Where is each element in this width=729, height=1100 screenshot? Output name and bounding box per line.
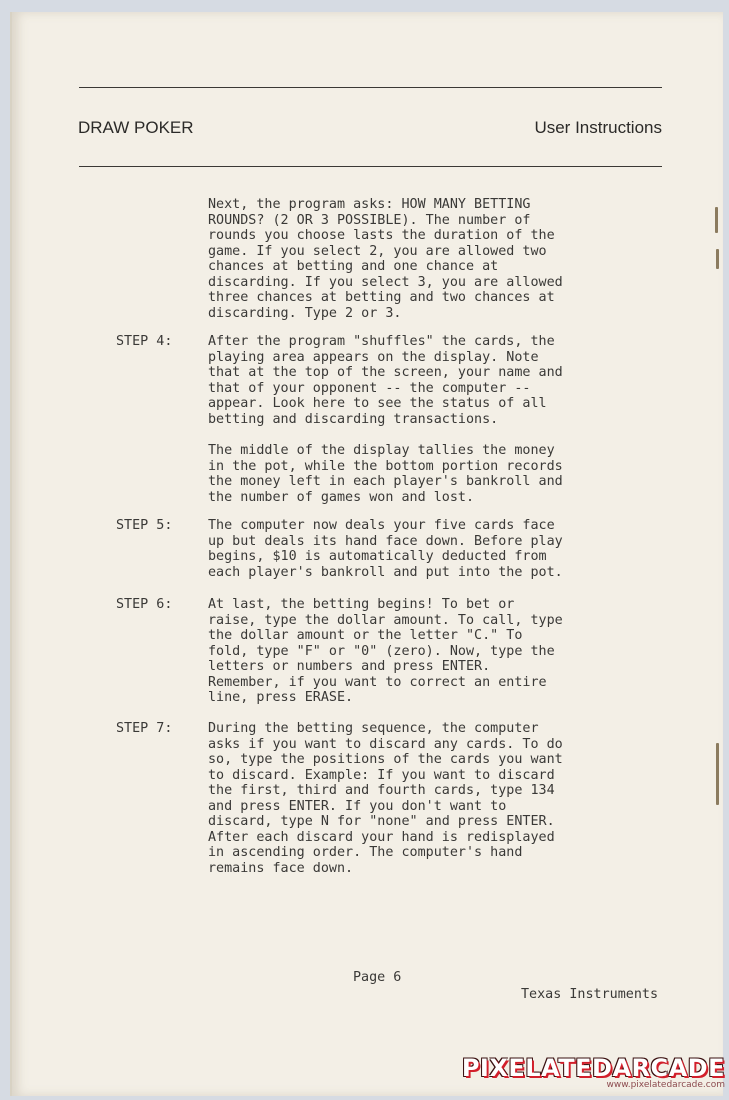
staple-mark-lower — [716, 743, 719, 805]
step-4-label: STEP 4: — [116, 334, 173, 349]
step-5-text: The computer now deals your five cards face up but deals its hand face down. Before play begins, $10 is automatically deducted from each player's bankroll and put into the pot. — [208, 518, 563, 580]
game-title: DRAW POKER — [78, 118, 194, 137]
watermark-brand: PIXELATEDARCADE — [461, 1054, 725, 1082]
watermark-url: www.pixelatedarcade.com — [606, 1080, 725, 1090]
watermark-logo — [462, 1054, 725, 1090]
step-7-text: During the betting sequence, the computer asks if you want to discard any cards. To do so, type the positions of the cards you want to discard. Example: If you want to discard the first, third and fourth cards, type 134 and press ENTER. If you don't want to discard, type N for "none" and press ENTER. After each discard your hand is redisplayed in ascending order. The computer's hand remains face down. — [208, 721, 563, 876]
header-top-rule — [79, 87, 662, 88]
staple-mark-middle — [716, 249, 719, 269]
page-number: Page 6 — [353, 970, 402, 985]
step-4-continued-text: The middle of the display tallies the money in the pot, while the bottom portion records the money left in each player's bankroll and the number of games won and lost. — [208, 443, 563, 505]
section-title: User Instructions — [534, 118, 662, 137]
company-name: Texas Instruments — [521, 987, 659, 1002]
header-bottom-rule — [79, 166, 662, 167]
step-4-text: After the program "shuffles" the cards, the playing area appears on the display. Note that at the top of the screen, your name and that of your opponent -- the computer -- appear. Look here to see the status of all betting and discarding transactions. — [208, 334, 563, 427]
staple-mark-upper — [715, 207, 718, 233]
manual-page — [10, 12, 723, 1096]
step-5-label: STEP 5: — [116, 518, 173, 533]
step-6-text: At last, the betting begins! To bet or raise, type the dollar amount. To call, type the dollar amount or the letter "C." To fold, type "F" or "0" (zero). Now, type the letters or numbers and press ENTER. Remember, if you want to correct an entire line, press ERASE. — [208, 597, 563, 705]
intro-paragraph: Next, the program asks: HOW MANY BETTING ROUNDS? (2 OR 3 POSSIBLE). The number of rounds you choose lasts the duration of the game. If you select 2, you are allowed two chances at betting and one chance at discarding. If you select 3, you are allowed three chances at betting and two chances at discarding. Type 2 or 3. — [208, 197, 563, 321]
step-7-label: STEP 7: — [116, 721, 173, 736]
step-6-label: STEP 6: — [116, 597, 173, 612]
